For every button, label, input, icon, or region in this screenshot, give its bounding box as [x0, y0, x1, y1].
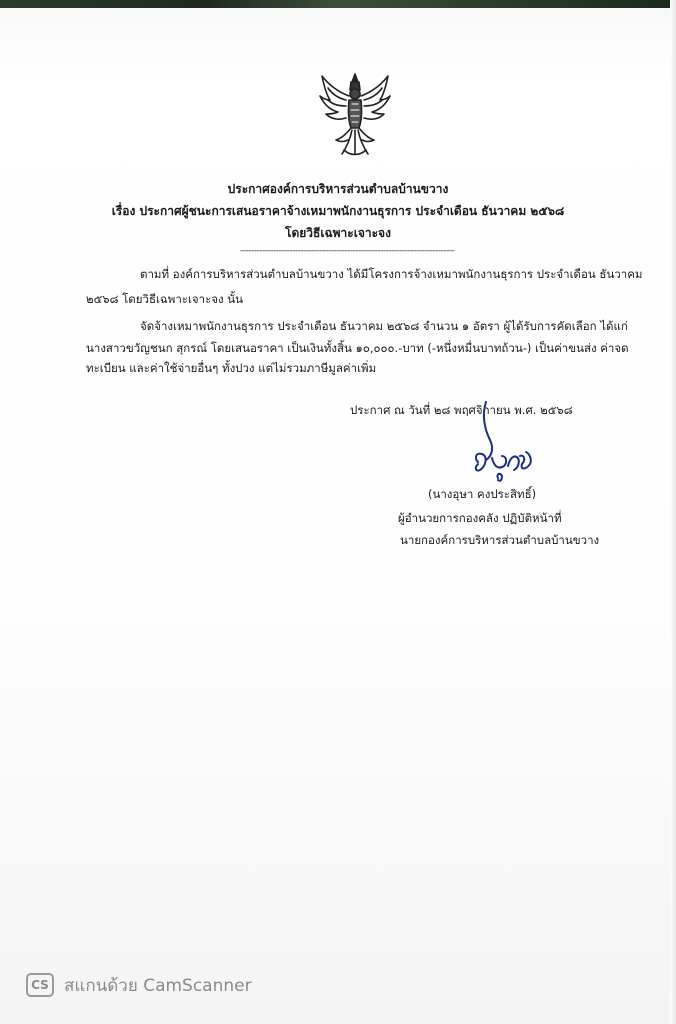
- signatory-position-2: นายกองค์การบริหารส่วนตำบลบ้านขวาง: [400, 533, 600, 547]
- paragraph-1-line-2: ๒๕๖๘ โดยวิธีเฉพาะเจาะจง นั้น: [86, 292, 243, 306]
- camscanner-logo-icon: CS: [26, 973, 54, 997]
- signatory-position-1: ผู้อำนวยการกองคลัง ปฏิบัติหน้าที่: [398, 511, 562, 525]
- camscanner-watermark: [26, 972, 252, 998]
- garuda-emblem-icon: [316, 70, 394, 158]
- separator-line: ------------------------------------------------------------------------------: [240, 246, 455, 256]
- paragraph-2-line-3: ทะเบียน และค่าใช้จ่ายอื่นๆ ทั้งปวง แต่ไม่รวมภาษีมูลค่าเพิ่ม: [86, 361, 377, 375]
- scan-right-edge: [670, 0, 676, 1024]
- paragraph-1-line-1: ตามที่ องค์การบริหารส่วนตำบลบ้านขวาง ได้มีโครงการจ้างเหมาพนักงานธุรการ ประจำเดือน ธันวาคม: [140, 267, 643, 281]
- document-title: ประกาศองค์การบริหารส่วนตำบลบ้านขวาง: [227, 182, 449, 196]
- handwritten-signature: [464, 400, 554, 496]
- signatory-name: (นางอุษา คงประสิทธิ์): [428, 487, 537, 501]
- scan-label: สแกนด้วย CamScanner: [64, 975, 252, 996]
- announce-date: ประกาศ ณ วันที่ ๒๘ พฤศจิกายน พ.ศ. ๒๕๖๘: [350, 403, 573, 417]
- document-subject: เรื่อง ประกาศผู้ชนะการเสนอราคาจ้างเหมาพนักงานธุรการ ประจำเดือน ธันวาคม ๒๕๖๘: [111, 204, 565, 218]
- document-method: โดยวิธีเฉพาะเจาะจง: [285, 226, 391, 240]
- paragraph-2-line-1: จัดจ้างเหมาพนักงานธุรการ ประจำเดือน ธันวาคม ๒๕๖๘ จำนวน ๑ อัตรา ผู้ได้รับการคัดเลือก ได้แก่: [140, 319, 628, 333]
- scan-top-edge: [0, 0, 676, 8]
- paragraph-2-line-2: นางสาวขวัญชนก สุกรณ์ โดยเสนอราคา เป็นเงินทั้งสิ้น ๑๐,๐๐๐.-บาท (-หนึ่งหมื่นบาทถ้วน-) เป็นค่าขนส่ง ค่าจด: [86, 341, 629, 355]
